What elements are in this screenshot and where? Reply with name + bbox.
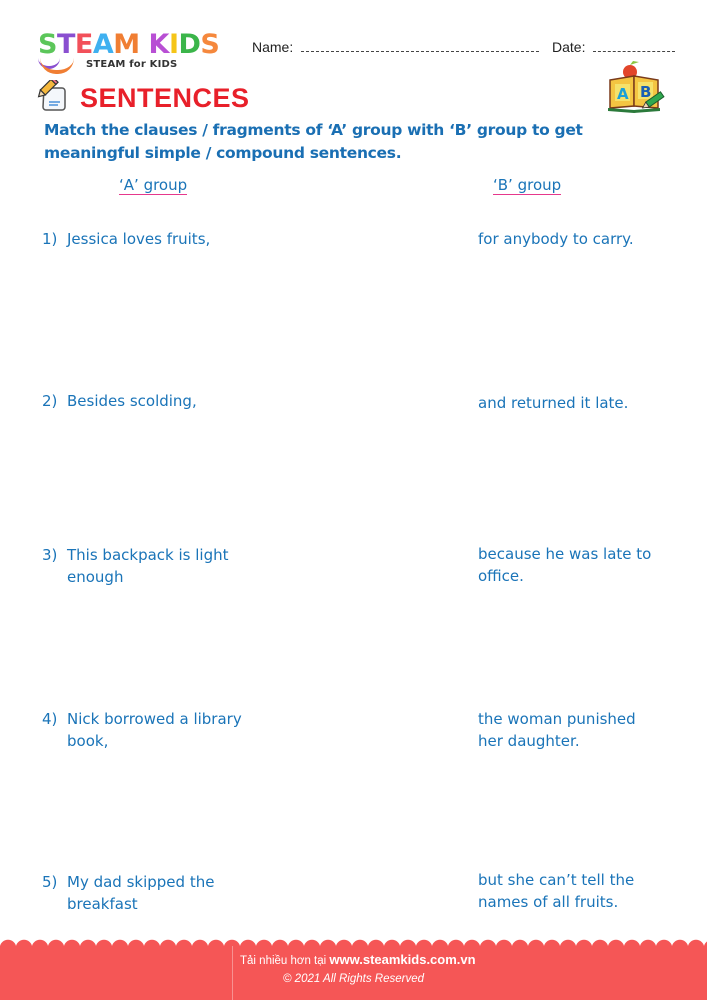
name-field[interactable] [301, 41, 539, 52]
item-text: but she can’t tell the [478, 871, 635, 889]
item-text: My dad skipped the [67, 873, 215, 891]
footer [0, 946, 707, 1000]
logo-letter: A [92, 29, 114, 60]
logo-letter: S [38, 29, 57, 60]
svg-text:B: B [640, 83, 652, 101]
footer-website-line [240, 952, 476, 967]
group-a-item-4 [42, 708, 242, 752]
footer-prefix: Tải nhiều hơn tại [240, 955, 327, 967]
item-number: 1) [42, 230, 58, 248]
worksheet-title: SENTENCES [80, 83, 250, 113]
instructions: Match the clauses / fragments of ‘A’ group with ‘B’ group to get meaningful simple / compound sentences. [44, 121, 583, 162]
group-b-item-4 [478, 708, 636, 752]
group-a-item-5 [42, 871, 214, 915]
footer-copyright: © 2021 All Rights Reserved [283, 973, 425, 985]
item-number: 2) [42, 392, 58, 410]
item-text-cont: names of all fruits. [478, 893, 619, 911]
date-label: Date: [552, 39, 586, 55]
item-text-cont: book, [67, 732, 109, 750]
logo-tagline: STEAM for KIDS [86, 59, 178, 70]
pencil-paper-icon [36, 80, 68, 112]
group-a-item-2 [42, 390, 197, 412]
logo-letter [140, 30, 149, 60]
item-number: 3) [42, 546, 58, 564]
name-date-row [252, 39, 675, 55]
item-number: 4) [42, 710, 58, 728]
group-b-header: ‘B’ group [493, 176, 562, 194]
group-a-header: ‘A’ group [119, 176, 188, 194]
logo-wordmark [38, 30, 219, 60]
date-field[interactable] [593, 41, 675, 52]
item-text: because he was late to [478, 545, 652, 563]
group-b-item-3 [478, 543, 651, 587]
item-text-cont: breakfast [67, 895, 138, 913]
group-a-item-3 [42, 544, 228, 588]
svg-text:A: A [617, 85, 629, 103]
logo-letter: M [113, 29, 140, 60]
logo-letter: E [74, 29, 93, 60]
item-text: for anybody to carry. [478, 230, 634, 248]
item-text: and returned it late. [478, 394, 629, 412]
footer-divider [232, 946, 233, 1000]
item-number: 5) [42, 873, 58, 891]
item-text: Besides scolding, [67, 392, 197, 410]
group-b-item-1 [478, 228, 634, 250]
item-text: Jessica loves fruits, [67, 230, 211, 248]
group-a-item-1 [42, 228, 210, 250]
scalloped-edge [0, 938, 707, 948]
abc-book-icon [606, 60, 666, 114]
group-b-item-2 [478, 392, 628, 414]
item-text-cont: enough [67, 568, 124, 586]
logo-letter: T [56, 29, 75, 60]
item-text: Nick borrowed a library [67, 710, 242, 728]
item-text: This backpack is light [67, 546, 229, 564]
group-b-item-5 [478, 869, 634, 913]
logo-letter: D [178, 29, 201, 60]
item-text: the woman punished [478, 710, 636, 728]
logo-letter: S [200, 29, 220, 60]
logo-letter: I [168, 29, 179, 60]
item-text-cont: her daughter. [478, 732, 580, 750]
name-label: Name: [252, 39, 294, 55]
steam-kids-logo [38, 30, 238, 72]
footer-website-link[interactable]: www.steamkids.com.vn [329, 952, 476, 967]
logo-smile-orange [40, 58, 74, 74]
logo-letter: K [148, 29, 169, 60]
item-text-cont: office. [478, 567, 524, 585]
